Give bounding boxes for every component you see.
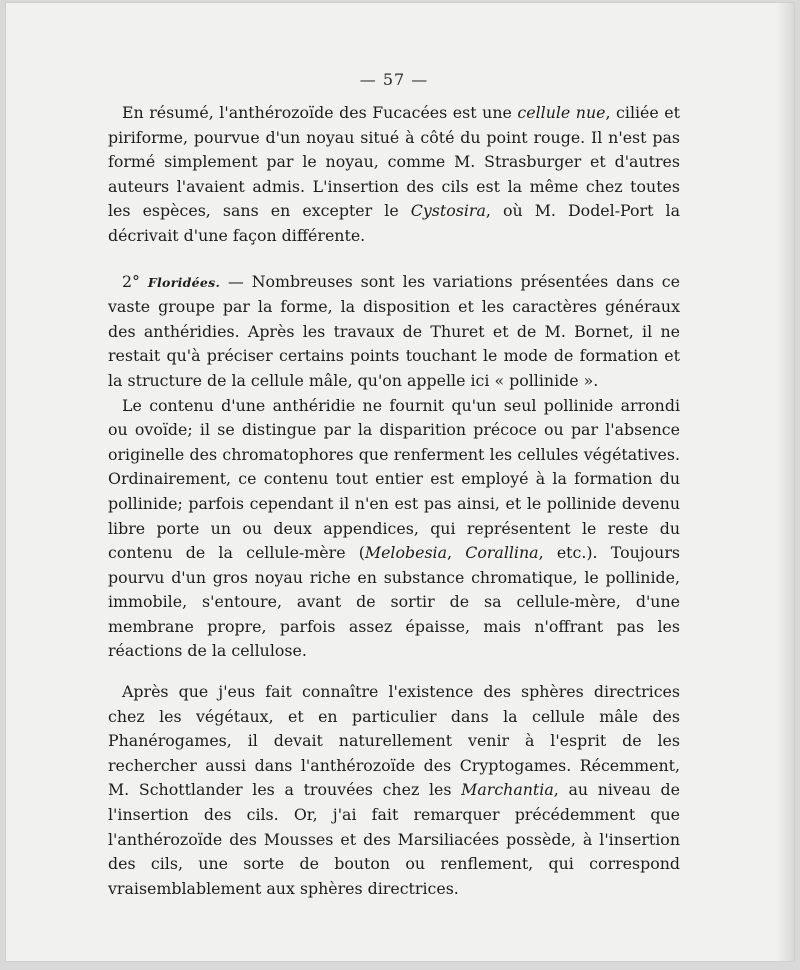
italic-genus: Cystosira: [410, 201, 486, 221]
document-page: [6, 3, 794, 961]
text-run: , ciliée et piriforme, pourvue d'un noyau situé à côté du point rouge. Il n'est pas formé simplement par le noyau, comme M. Strasburger et d'autres auteurs l'avaient admis. L'insertion des cils est la même chez toutes les espèces, sans en excepter le: [108, 103, 680, 221]
italic-term: cellule nue: [517, 103, 606, 122]
text-run: , où M. Dodel-Port la décrivait d'une façon différente.: [108, 201, 680, 245]
text-run: — Nombreuses sont les variations présentées dans ce vaste groupe par la forme, la disposition et les caractères généraux des anthéridies. Après les travaux de Thuret et de M. Bornet, il ne restait qu'à préciser certains points touchant le mode de formation et la structure de la cellule mâle, qu'on appelle ici « pollinide ».: [108, 271, 680, 390]
text-run: ,: [447, 543, 466, 563]
text-run: Le contenu d'une anthéridie ne fournit qu'un seul pollinide arrondi ou ovoïde; il se distingue par la disparition précoce ou par l'absence originelle des chromatophores que renferment les cellules végétatives. Ordinairement, ce contenu tout entier est employé à la formation du pollinide; parfois cependant il n'en est pas ainsi, et le pollinide devenu libre porte un ou deux appendices, qui représentent le reste du contenu de la cellule-mère (: [108, 395, 680, 563]
text-run: , au niveau de l'insertion des cils. Or, j'ai fait remarquer précédemment que l'anthérozoïde des Mousses et des Marsiliacées possède, à l'insertion des cils, une sorte de bouton ou renflement, qui correspond vraisemblablement aux sphères directrices.: [108, 780, 680, 898]
section-heading: Floridées.: [147, 274, 221, 290]
italic-genus: Melobesia: [364, 543, 448, 563]
paragraph-antheridie: [108, 394, 680, 665]
page-number: — 57 —: [359, 70, 429, 89]
text-run: , etc.). Toujours pourvu d'un gros noyau riche en substance chromatique, le pollinide, immobile, s'entoure, avant de sortir de sa cellule-mère, d'une membrane propre, parfois assez épaisse, mais n'offrant pas les réactions de la cellulose.: [108, 543, 680, 661]
italic-genus: Marchantia: [461, 780, 554, 800]
text-run: En résumé, l'anthérozoïde des Fucacées est une: [122, 103, 518, 122]
text-run: Après que j'eus fait connaître l'existence des sphères directrices chez les végétaux, et en particulier dans la cellule mâle des Phanérogames, il devait naturellement venir à l'esprit de les rechercher aussi dans l'anthérozoïde des Cryptogames. Récemment, M. Schottlander les a trouvées chez les: [108, 682, 680, 800]
section-number: 2°: [122, 271, 140, 291]
paragraph-floridees: [108, 270, 680, 394]
paragraph-spheres-directrices: [108, 680, 680, 901]
body-text: [108, 101, 680, 901]
italic-genus: Corallina: [465, 543, 539, 563]
paragraph-fucacees-summary: [108, 101, 680, 249]
